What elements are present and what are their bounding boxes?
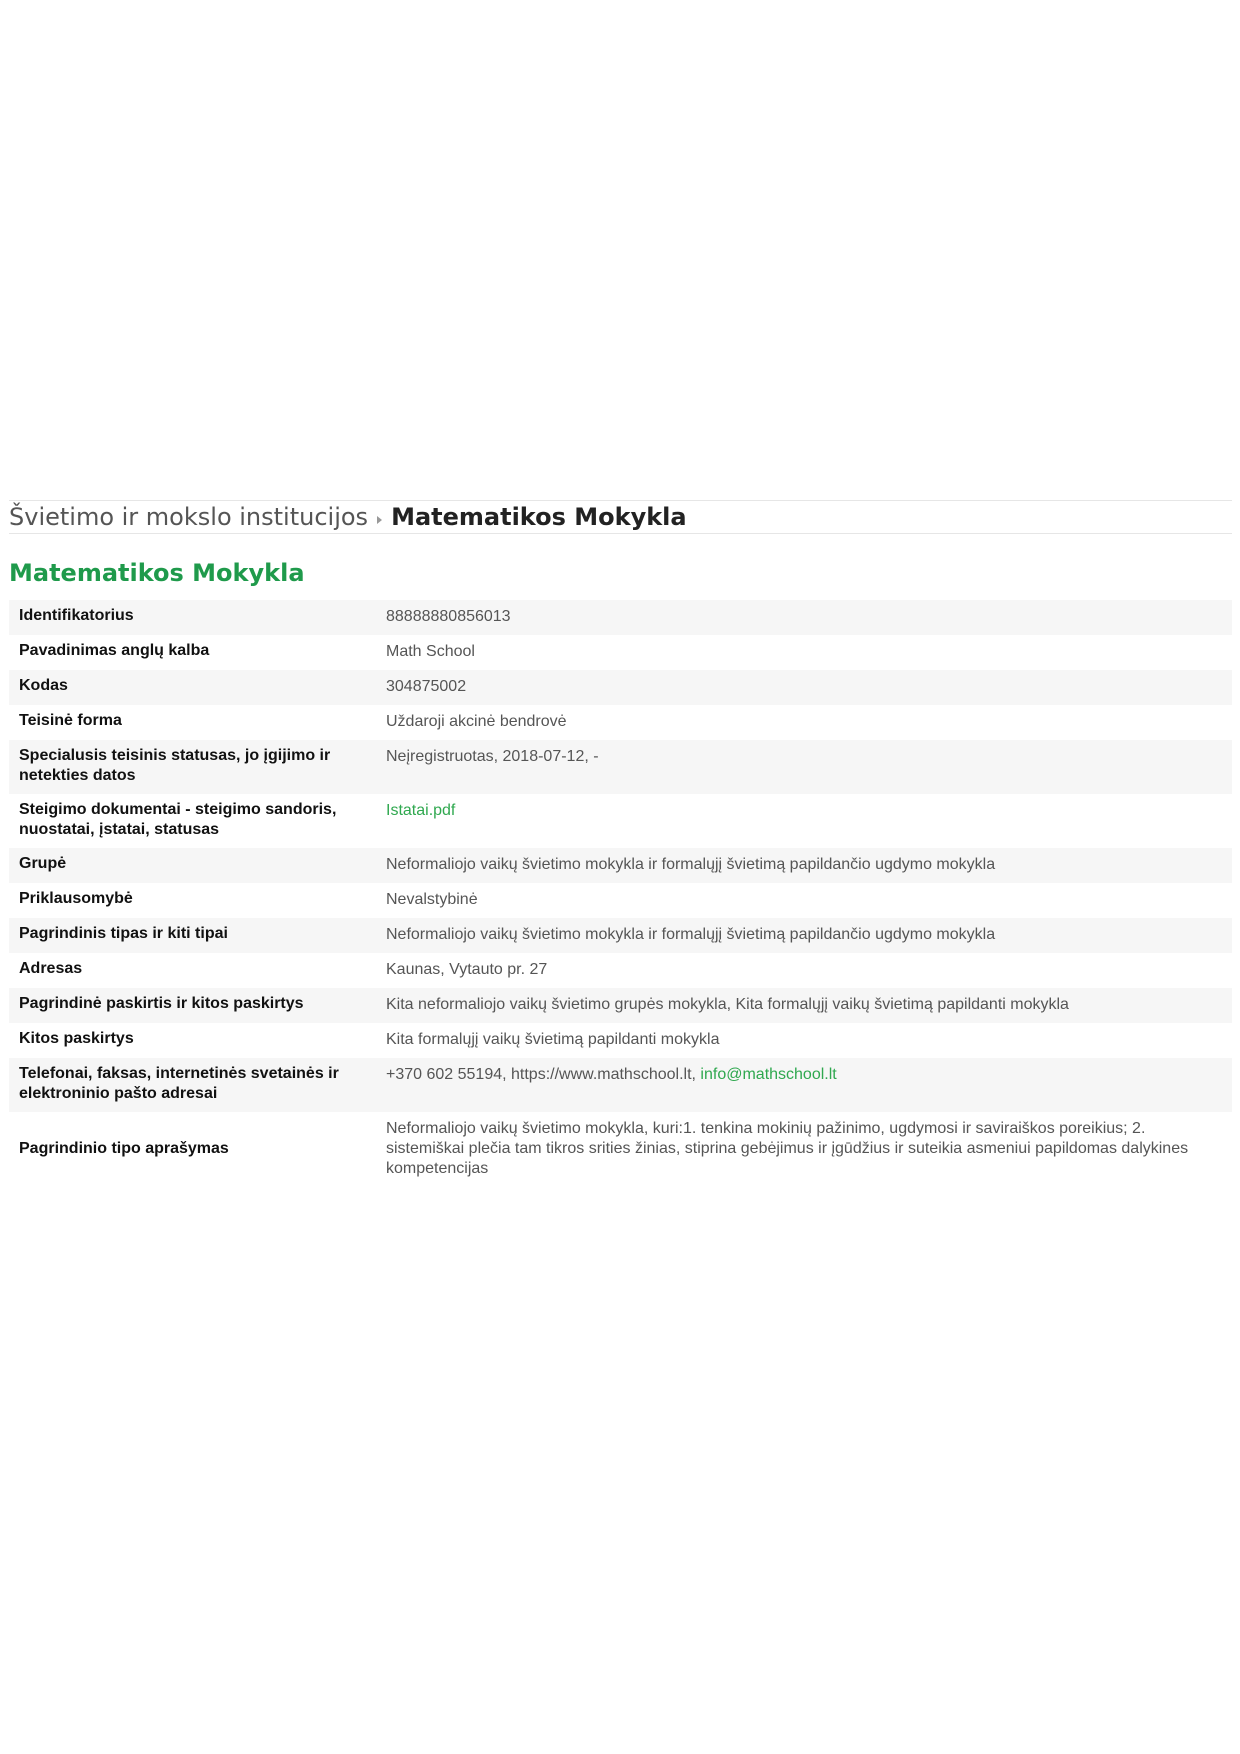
page-title: Matematikos Mokykla [9, 559, 305, 587]
table-row-type-description [9, 1112, 1232, 1187]
institution-page [9, 500, 1232, 1187]
row-value: Neformaliojo vaikų švietimo mokykla ir formalųjį švietimą papildančio ugdymo mokykla [368, 918, 1232, 953]
row-value: 88888880856013 [368, 600, 1232, 635]
table-row-address [9, 953, 1232, 988]
row-label: Pagrindinis tipas ir kiti tipai [9, 918, 368, 953]
row-label: Steigimo dokumentai - steigimo sandoris, nuostatai, įstatai, statusas [19, 801, 337, 838]
row-label: Teisinė forma [19, 712, 122, 729]
row-label: Kitos paskirtys [19, 1030, 134, 1047]
row-value: Nevalstybinė [386, 891, 478, 908]
table-row-other-purposes [9, 1023, 1232, 1058]
row-value: Kaunas, Vytauto pr. 27 [386, 961, 548, 978]
row-label: Pagrindinio tipo aprašymas [19, 1139, 229, 1157]
row-value: 304875002 [368, 670, 1232, 705]
row-label: Telefonai, faksas, internetinės svetainės ir elektroninio pašto adresai [9, 1058, 368, 1112]
table-row-founding-docs [9, 794, 1232, 848]
institution-details-table [9, 600, 1232, 1187]
row-value: Math School [386, 643, 475, 660]
contacts-text: +370 602 55194, https://www.mathschool.lt, [386, 1066, 701, 1083]
table-row-legal-form [9, 705, 1232, 740]
row-label: Identifikatorius [9, 600, 368, 635]
founding-document-link[interactable]: Istatai.pdf [386, 802, 456, 819]
row-label: Kodas [9, 670, 368, 705]
email-link[interactable]: info@mathschool.lt [700, 1066, 837, 1083]
row-value: Neformaliojo vaikų švietimo mokykla, kuri:1. tenkina mokinių pažinimo, ugdymosi ir saviraiškos poreikius; 2. sistemiškai plečia tam tikros srities žinias, stiprina gebėjimus ir įgūdžius ir suteikia asmeniui papildomas dalykines kompetencijas [386, 1120, 1189, 1177]
chevron-right-icon [377, 516, 382, 524]
table-row-english-name [9, 635, 1232, 670]
row-value: Kita neformaliojo vaikų švietimo grupės mokykla, Kita formalųjį vaikų švietimą papildanti mokykla [368, 988, 1232, 1023]
row-value: Neformaliojo vaikų švietimo mokykla ir formalųjį švietimą papildančio ugdymo mokykla [368, 848, 1232, 883]
breadcrumb [9, 500, 1232, 534]
table-row-special-status [9, 740, 1232, 794]
row-value: Neįregistruotas, 2018-07-12, - [368, 740, 1232, 794]
table-row-code [9, 670, 1232, 705]
table-row-main-type [9, 918, 1232, 953]
row-value: Uždaroji akcinė bendrovė [386, 713, 567, 730]
table-row-group [9, 848, 1232, 883]
row-label: Grupė [9, 848, 368, 883]
breadcrumb-root-link[interactable]: Švietimo ir mokslo institucijos [9, 503, 369, 531]
breadcrumb-current: Matematikos Mokykla [391, 503, 687, 531]
row-value [368, 1058, 1232, 1112]
row-label: Specialusis teisinis statusas, jo įgijimo ir netekties datos [9, 740, 368, 794]
table-row-affiliation [9, 883, 1232, 918]
row-label: Adresas [19, 960, 83, 977]
table-row-main-purpose [9, 988, 1232, 1023]
row-label: Priklausomybė [19, 890, 133, 907]
row-value [368, 794, 1232, 848]
row-value: Kita formalųjį vaikų švietimą papildanti mokykla [386, 1031, 720, 1048]
table-row-contacts [9, 1058, 1232, 1112]
row-label: Pagrindinė paskirtis ir kitos paskirtys [9, 988, 368, 1023]
row-label: Pavadinimas anglų kalba [19, 642, 210, 659]
table-row-identifier [9, 600, 1232, 635]
